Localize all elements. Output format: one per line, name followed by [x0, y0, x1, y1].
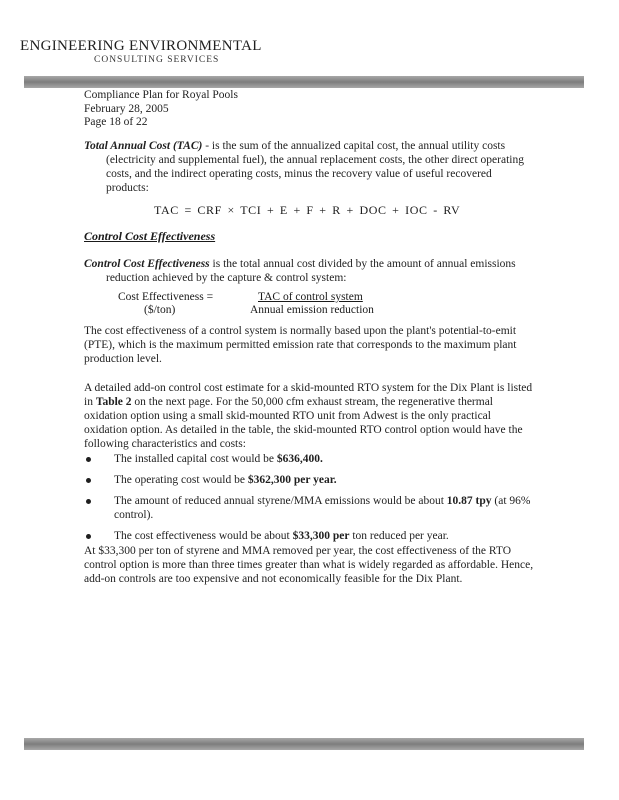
ce-formula-unit: ($/ton)	[144, 304, 176, 316]
bullet-suffix: (at 96% control).	[114, 495, 531, 521]
ce-term: Control Cost Effectiveness	[84, 258, 210, 270]
pte-paragraph: The cost effectiveness of a control system is normally based upon the plant's potential-to-emit (PTE), which is the maximum permitted emission rate that corresponds to the maximum plant production level.	[84, 325, 517, 365]
bullet-suffix: ton reduced per year.	[349, 530, 449, 542]
tac-definition-text: - is the sum of the annualized capital cost, the annual utility costs (electricity and supplemental fuel), the annual replacement costs, the other direct operating costs, and the indirect operating costs, minus the recovery value of useful recovered products:	[106, 140, 524, 194]
document-date: February 28, 2005	[84, 102, 169, 115]
tac-formula: TAC = CRF × TCI + E + F + R + DOC + IOC - RV	[154, 203, 461, 217]
bullet-icon	[86, 534, 91, 539]
bullet-value: $362,300 per year.	[247, 474, 337, 486]
rto-paragraph-part1: A detailed add-on control cost estimate for a skid-mounted RTO system for the Dix Plant is listed in	[84, 382, 533, 408]
bullet-text: The installed capital cost would be	[114, 453, 277, 465]
conclusion-paragraph: At $33,300 per ton of styrene and MMA removed per year, the cost effectiveness of the RTO control option is more than three times greater than what is widely regarded as affordable. Hence, add-on controls are too expensive and not economically feasible for the Dix Plant.	[84, 545, 534, 585]
cost-bullet-list	[84, 452, 534, 550]
rto-paragraph-part2: on the next page. For the 50,000 cfm exhaust stream, the regenerative thermal oxidation option using a small skid-mounted RTO unit from Adwest is the only practical oxidation option. As detailed in the table, the skid-mounted RTO control option would have the following characteristics and costs:	[84, 396, 523, 450]
rto-estimate-paragraph	[84, 381, 534, 451]
footer-divider-band	[24, 738, 584, 750]
ce-definition-text: is the total annual cost divided by the amount of annual emissions reduction achieved by the capture & control system:	[106, 258, 516, 284]
bullet-icon	[86, 457, 91, 462]
list-item	[84, 473, 534, 487]
bullet-value: 10.87 tpy	[446, 495, 492, 507]
bullet-icon	[86, 478, 91, 483]
ce-formula-numerator: TAC of control system	[258, 291, 363, 303]
bullet-text: The cost effectiveness would be about	[114, 530, 293, 542]
list-item	[84, 452, 534, 466]
bullet-text: The amount of reduced annual styrene/MMA emissions would be about	[114, 495, 447, 507]
company-division: CONSULTING SERVICES	[94, 55, 220, 65]
bullet-value: $33,300 per	[292, 530, 350, 542]
company-name: ENGINEERING ENVIRONMENTAL	[20, 38, 262, 54]
bullet-text: The operating cost would be	[114, 474, 248, 486]
page-number: Page 18 of 22	[84, 116, 148, 128]
table-reference: Table 2	[95, 396, 132, 408]
ce-definition	[84, 257, 524, 285]
header-divider-band	[24, 76, 584, 88]
tac-definition-paragraph	[84, 139, 524, 195]
document-info	[84, 89, 238, 130]
document-title: Compliance Plan for Royal Pools	[84, 89, 238, 101]
ce-formula-denominator: Annual emission reduction	[250, 304, 374, 316]
tac-term: Total Annual Cost (TAC)	[84, 140, 203, 152]
list-item	[84, 529, 534, 543]
bullet-icon	[86, 499, 91, 504]
ce-formula-lhs: Cost Effectiveness =	[118, 291, 214, 303]
section-heading: Control Cost Effectiveness	[84, 229, 216, 243]
ce-definition-paragraph	[84, 257, 524, 285]
bullet-value: $636,400.	[276, 453, 323, 465]
list-item	[84, 494, 534, 522]
tac-definition	[84, 139, 524, 195]
